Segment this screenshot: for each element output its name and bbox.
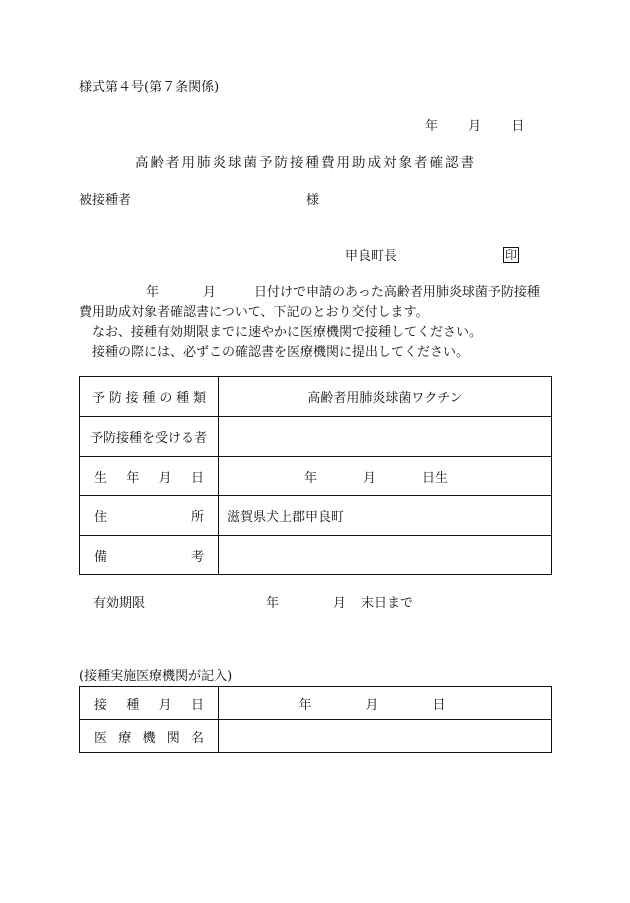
validity-month: 月	[333, 596, 347, 611]
vaccination-date-label: 接 種 月 日	[80, 687, 219, 720]
table-row	[80, 536, 552, 575]
body-line-3: なお、接種有効期限までに速やかに医療機関で接種してください。	[92, 325, 483, 340]
vaccination-date-value[interactable]: 年 月 日	[219, 687, 552, 720]
main-info-table	[79, 376, 552, 575]
recipient-person-value[interactable]	[219, 417, 552, 457]
remarks-label: 備 考	[80, 536, 219, 575]
document-title: 高齢者用肺炎球菌予防接種費用助成対象者確認書	[135, 155, 476, 171]
body-line-4: 接種の際には、必ずこの確認書を医療機関に提出してください。	[92, 345, 470, 360]
validity-year: 年	[266, 596, 280, 611]
table-row	[80, 457, 552, 496]
table-row	[80, 496, 552, 536]
recipient-label: 被接種者	[79, 193, 132, 208]
body-paragraph	[79, 283, 559, 363]
vaccine-type-label: 予 防 接 種 の 種 類	[80, 377, 219, 417]
clinic-name-value[interactable]	[219, 720, 552, 753]
body-line-1: 年 月 日付けで申請のあった高齢者用肺炎球菌予防接種	[146, 285, 540, 300]
clinic-table	[79, 686, 552, 753]
vaccine-type-value: 高齢者用肺炎球菌ワクチン	[219, 377, 552, 417]
date-year-label: 年	[425, 119, 439, 134]
issuer-name: 甲良町長	[345, 249, 398, 264]
issuer-seal	[503, 247, 519, 263]
validity-label: 有効期限	[93, 596, 146, 611]
validity-end: 末日まで	[361, 596, 414, 611]
remarks-value[interactable]	[219, 536, 552, 575]
table-row	[80, 720, 552, 753]
table-row	[80, 417, 552, 457]
seal-mark: 印	[505, 248, 518, 262]
date-line	[425, 120, 524, 133]
table-row	[80, 687, 552, 720]
table-row	[80, 377, 552, 417]
body-line-2: 費用助成対象者確認書について、下記のとおり交付します。	[79, 305, 429, 320]
birthdate-value[interactable]: 年 月 日生	[219, 457, 552, 496]
birthdate-label: 生 年 月 日	[80, 457, 219, 496]
address-value[interactable]: 滋賀県犬上郡甲良町	[219, 496, 552, 536]
recipient-honorific: 様	[306, 193, 320, 208]
date-month-label: 月	[468, 119, 482, 134]
clinic-section-heading: (接種実施医療機関が記入)	[79, 669, 233, 684]
recipient-person-label: 予防接種を受ける者	[80, 417, 219, 457]
date-day-label: 日	[511, 119, 525, 134]
clinic-name-label: 医 療 機 関 名	[80, 720, 219, 753]
address-label: 住 所	[80, 496, 219, 536]
form-number: 様式第４号(第７条関係)	[79, 80, 220, 95]
